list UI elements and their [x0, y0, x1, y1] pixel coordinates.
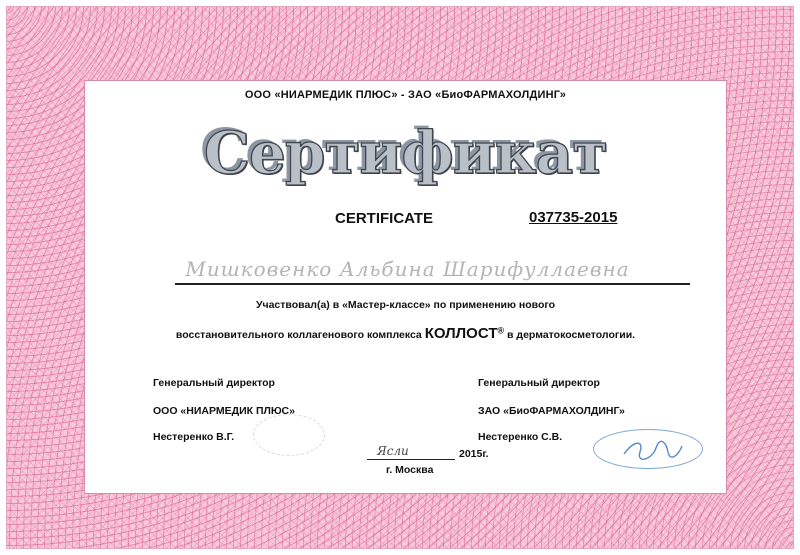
- organizations-line: ООО «НИАРМЕДИК ПЛЮС» - ЗАО «БиоФАРМАХОЛДИНГ»: [244, 89, 567, 101]
- body-text-line1: Участвовал(а) в «Мастер-классе» по применению нового: [255, 299, 556, 311]
- body-text-line2-prefix: восстановительного коллагенового комплекса: [175, 329, 425, 341]
- recipient-signature: Мишковенко Альбина Шарифуллаевна: [185, 257, 630, 281]
- right-signature-mark: [593, 429, 703, 469]
- right-signatory-name: Нестеренко С.В.: [478, 431, 563, 443]
- signature-scribble-icon: [594, 430, 702, 468]
- date-handwritten: Ясли: [377, 444, 409, 458]
- certificate-number: 037735-2015: [529, 209, 618, 226]
- left-signatory-name: Нестеренко В.Г.: [153, 431, 235, 443]
- right-signatory-position: Генеральный директор: [478, 377, 600, 389]
- registered-mark: ®: [497, 325, 505, 336]
- date-city: г. Москва: [386, 464, 434, 476]
- certificate-body: [85, 81, 726, 493]
- date-underline: [367, 459, 455, 460]
- date-year: 2015г.: [459, 448, 489, 460]
- body-text-line2: [85, 325, 726, 342]
- certificate-title: Сертификат: [203, 119, 608, 187]
- certificate-border: [6, 6, 794, 549]
- body-text-line2-suffix: в дерматокосметологии.: [504, 329, 636, 341]
- left-signatory-position: Генеральный директор: [153, 377, 275, 389]
- left-stamp-mark: [253, 414, 325, 456]
- left-signatory-company: ООО «НИАРМЕДИК ПЛЮС»: [153, 405, 295, 417]
- recipient-underline: [175, 283, 690, 285]
- right-signatory-company: ЗАО «БиоФАРМАХОЛДИНГ»: [478, 405, 625, 417]
- certificate-label: CERTIFICATE: [335, 210, 434, 227]
- brand-name: КОЛЛОСТ: [424, 325, 498, 342]
